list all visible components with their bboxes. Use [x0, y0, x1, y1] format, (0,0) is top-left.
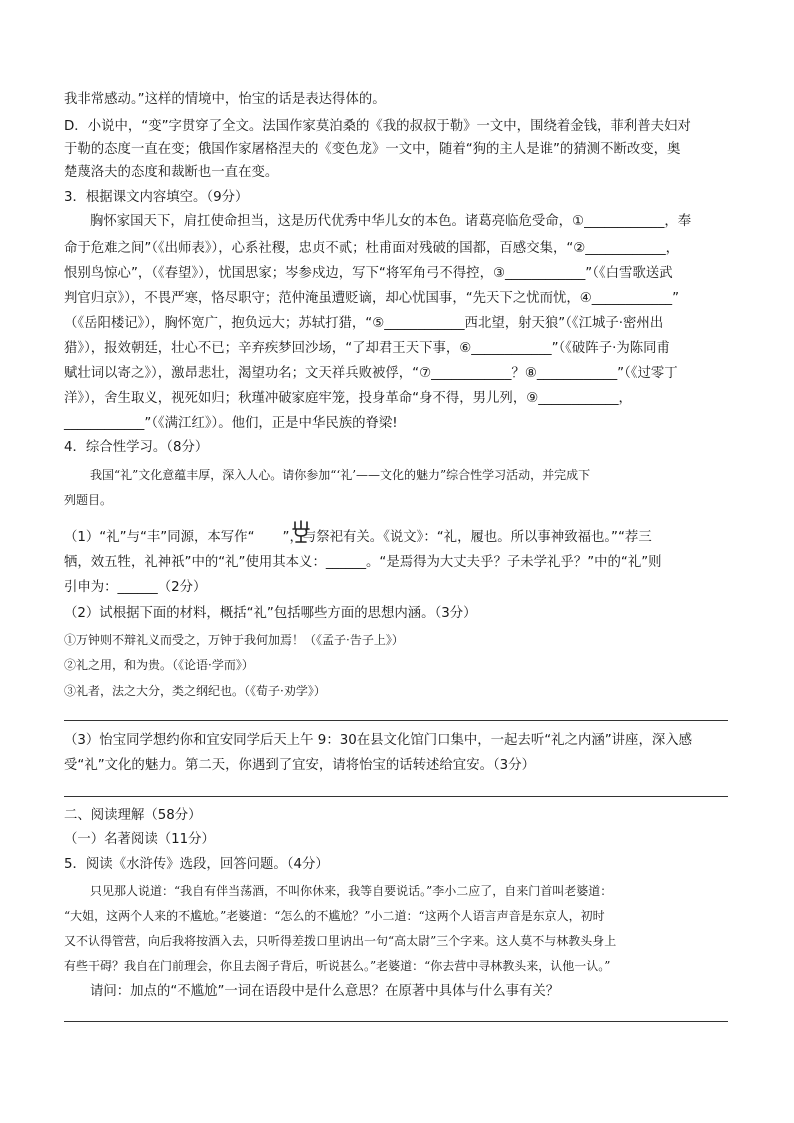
- text-line: 判官归京》），不畏严寒，恪尽职守；范仲淹虽遭贬谪，却心忧国事，“先天下之忧而忧，④____________”: [64, 291, 680, 306]
- text-line: （3）怡宝同学想约你和宜安同学后天上午 9：30在县文化馆门口集中，一起去听“礼之内涵”讲座，深入感: [64, 733, 693, 748]
- question-4-heading: 4．综合性学习。（8分）: [64, 440, 209, 455]
- ancient-li-character-icon: [290, 520, 312, 544]
- text-line: （《岳阳楼记》），胸怀宽广，抱负远大；苏轼打猎，“⑤____________西北望，射天狼”（《江城子·密州出: [64, 316, 664, 331]
- text-line: 洋》），舍生取义，视死如归；秋瑾冲破家庭牢笼，投身革命“身不得，男儿列，⑨____________，: [64, 391, 632, 406]
- passage-line: 只见那人说道：“我自有伴当荡酒，不叫你休来，我等自要说话。”李小二应了，自来门首叫老婆道：: [90, 884, 613, 898]
- section-2-heading: 二、阅读理解（58分）: [64, 808, 202, 823]
- material-line: ①万钟则不辩礼义而受之，万钟于我何加焉！（《孟子·告子上》）: [64, 633, 404, 647]
- question-3-heading: 3．根据课文内容填空。（9分）: [64, 190, 249, 205]
- text-line: 受“礼”文化的魅力。第二天，你遇到了宜安，请将怡宝的话转述给宜安。（3分）: [64, 758, 535, 773]
- passage-line: “大姐，这两个人来的不尴尬。”老婆道：“怎么的不尴尬？”小二道：“这两个人语言声音是东京人，初时: [64, 909, 605, 923]
- text-line: 赋壮词以寄之》），激昂悲壮，渴望功名；文天祥兵败被俘，“⑦____________？⑧____________”（《过零丁: [64, 366, 678, 381]
- text-line: 请问：加点的“不尴尬”一词在语段中是什么意思？在原著中具体与什么事有关？: [90, 984, 560, 999]
- text-line: 列题目。: [64, 493, 113, 507]
- text-line: D．小说中，“变”字贯穿了全文。法国作家莫泊桑的《我的叔叔于勒》一文中，围绕着金钱，菲利普夫妇对: [64, 119, 691, 134]
- material-line: ②礼之用，和为贵。（《论语·学而》）: [64, 658, 254, 672]
- text-line: 命于危难之间”（《出师表》），心系社稷，忠贞不贰；杜甫面对残破的国都，百感交集，“②____________，: [64, 241, 680, 256]
- text-line: ____________”（《满江红》）。他们，正是中华民族的脊梁!: [64, 416, 398, 431]
- text-line: 我非常感动。”这样的情境中，怡宝的话是表达得体的。: [64, 92, 386, 107]
- text-line: 引申为：______（2分）: [64, 580, 207, 595]
- text-line: （1）“礼”与“丰”同源，本写作“ ”，与祭祀有关。《说文》：“礼，履也。所以事神致福也。”“荐三: [64, 530, 652, 545]
- text-line: 我国“礼”文化意蕴丰厚，深入人心。请你参加“‘礼’——文化的魅力”综合性学习活动，并完成下: [90, 468, 591, 482]
- subsection-heading: （一）名著阅读（11分）: [64, 832, 215, 847]
- text-line: 楚蔑洛夫的态度和裁断也一直在变。: [64, 165, 279, 180]
- text-line: 胸怀家国天下，肩扛使命担当，这是历代优秀中华儿女的本色。诸葛亮临危受命，①____________，奉: [90, 214, 692, 229]
- text-line: 于勒的态度一直在变；俄国作家屠格涅夫的《变色龙》一文中，随着“狗的主人是谁”的猜测不断改变，奥: [64, 142, 681, 157]
- answer-line: [64, 720, 728, 721]
- passage-line: 又不认得管营，向后我将按酒入去，只听得差拨口里讷出一句“高太尉”三个字来。这人莫不与林教头身上: [64, 934, 617, 948]
- passage-line: 有些干碍？我自在门前理会，你且去阁子背后，听说甚么。”老婆道：“你去营中寻林教头来，认他一认。”: [64, 959, 611, 973]
- text-line: 猎》），报效朝廷，壮心不已；辛弃疾梦回沙场，“了却君王天下事，⑥____________”（《破阵子·为陈同甫: [64, 341, 670, 356]
- text-line: （2）试根据下面的材料，概括“礼”包括哪些方面的思想内涵。（3分）: [64, 606, 477, 621]
- answer-line: [64, 796, 728, 797]
- question-5-heading: 5．阅读《水浒传》选段，回答问题。（4分）: [64, 857, 329, 872]
- answer-line: [64, 1021, 728, 1022]
- material-line: ③礼者，法之大分，类之纲纪也。（《荀子·劝学》）: [64, 684, 326, 698]
- text-line: 恨别鸟惊心”，（《春望》），忧国思家；岑参戍边，写下“将军角弓不得控，③____________”（《白雪歌送武: [64, 266, 673, 281]
- text-line: 牺，效五牲，礼神祇”中的“礼”使用其本义：______。“是焉得为大丈夫乎？子未学礼乎？”中的“礼”则: [64, 555, 662, 570]
